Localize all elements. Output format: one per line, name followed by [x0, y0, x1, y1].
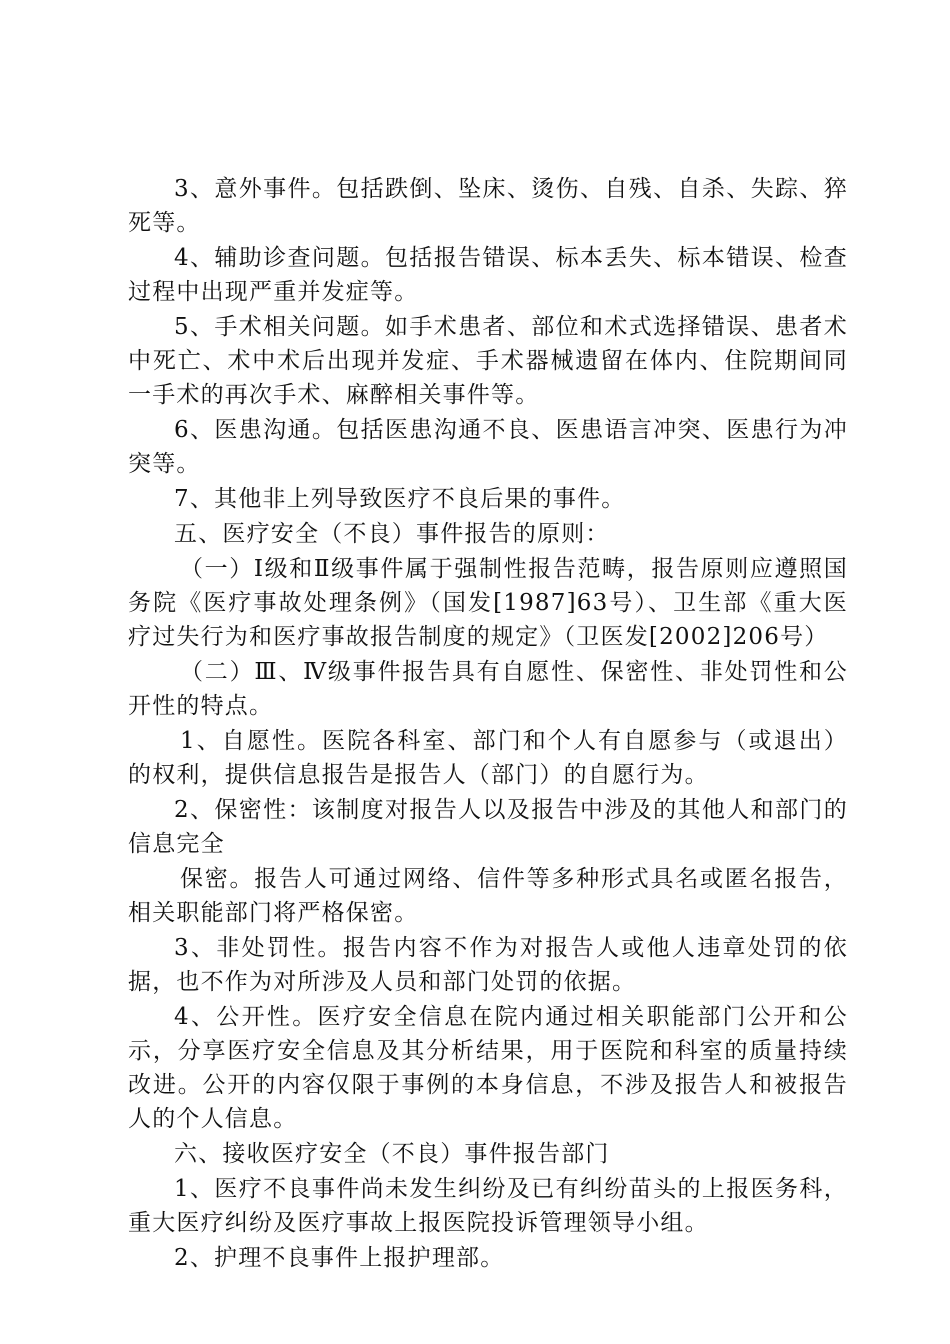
paragraph-medical-affairs-reporting: 1、医疗不良事件尚未发生纠纷及已有纠纷苗头的上报医务科，重大医疗纠纷及医疗事故上报医院投诉管理领导小组。: [128, 1176, 848, 1236]
paragraph-accident-events: 3、意外事件。包括跌倒、坠床、烫伤、自残、自杀、失踪、猝死等。: [128, 176, 848, 236]
paragraph-mandatory-reporting: （一）Ⅰ级和Ⅱ级事件属于强制性报告范畴，报告原则应遵照国务院《医疗事故处理条例》（国发[1987]63号）、卫生部《重大医疗过失行为和医疗事故报告制度的规定》（卫医发[2002]206号）: [128, 556, 848, 650]
paragraph-confidentiality: 2、保密性：该制度对报告人以及报告中涉及的其他人和部门的信息完全: [128, 797, 848, 857]
paragraph-voluntary-reporting: （二）Ⅲ、Ⅳ级事件报告具有自愿性、保密性、非处罚性和公开性的特点。: [128, 659, 848, 719]
paragraph-doctor-patient-communication: 6、医患沟通。包括医患沟通不良、医患语言冲突、医患行为冲突等。: [128, 417, 848, 477]
paragraph-other-events: 7、其他非上列导致医疗不良后果的事件。: [174, 486, 626, 512]
paragraph-non-punitive: 3、非处罚性。报告内容不作为对报告人或他人违章处罚的依据，也不作为对所涉及人员和部门处罚的依据。: [128, 935, 848, 995]
section-heading-reporting-principles: 五、医疗安全（不良）事件报告的原则：: [174, 521, 610, 547]
paragraph-confidentiality-continued: 保密。报告人可通过网络、信件等多种形式具名或匿名报告，相关职能部门将严格保密。: [128, 866, 848, 926]
paragraph-openness: 4、公开性。医疗安全信息在院内通过相关职能部门公开和公示，分享医疗安全信息及其分析结果，用于医院和科室的质量持续改进。公开的内容仅限于事例的本身信息，不涉及报告人和被报告人的个人信息。: [128, 1004, 848, 1132]
paragraph-nursing-reporting: 2、护理不良事件上报护理部。: [174, 1245, 505, 1271]
section-heading-receiving-departments: 六、接收医疗安全（不良）事件报告部门: [174, 1141, 610, 1167]
paragraph-auxiliary-diagnosis: 4、辅助诊查问题。包括报告错误、标本丢失、标本错误、检查过程中出现严重并发症等。: [128, 245, 848, 305]
paragraph-surgery-issues: 5、手术相关问题。如手术患者、部位和术式选择错误、患者术中死亡、术中术后出现并发症、手术器械遗留在体内、住院期间同一手术的再次手术、麻醉相关事件等。: [128, 314, 848, 408]
paragraph-voluntariness: 1、自愿性。医院各科室、部门和个人有自愿参与（或退出）的权利，提供信息报告是报告人（部门）的自愿行为。: [128, 728, 848, 788]
document-body: [128, 172, 848, 1276]
